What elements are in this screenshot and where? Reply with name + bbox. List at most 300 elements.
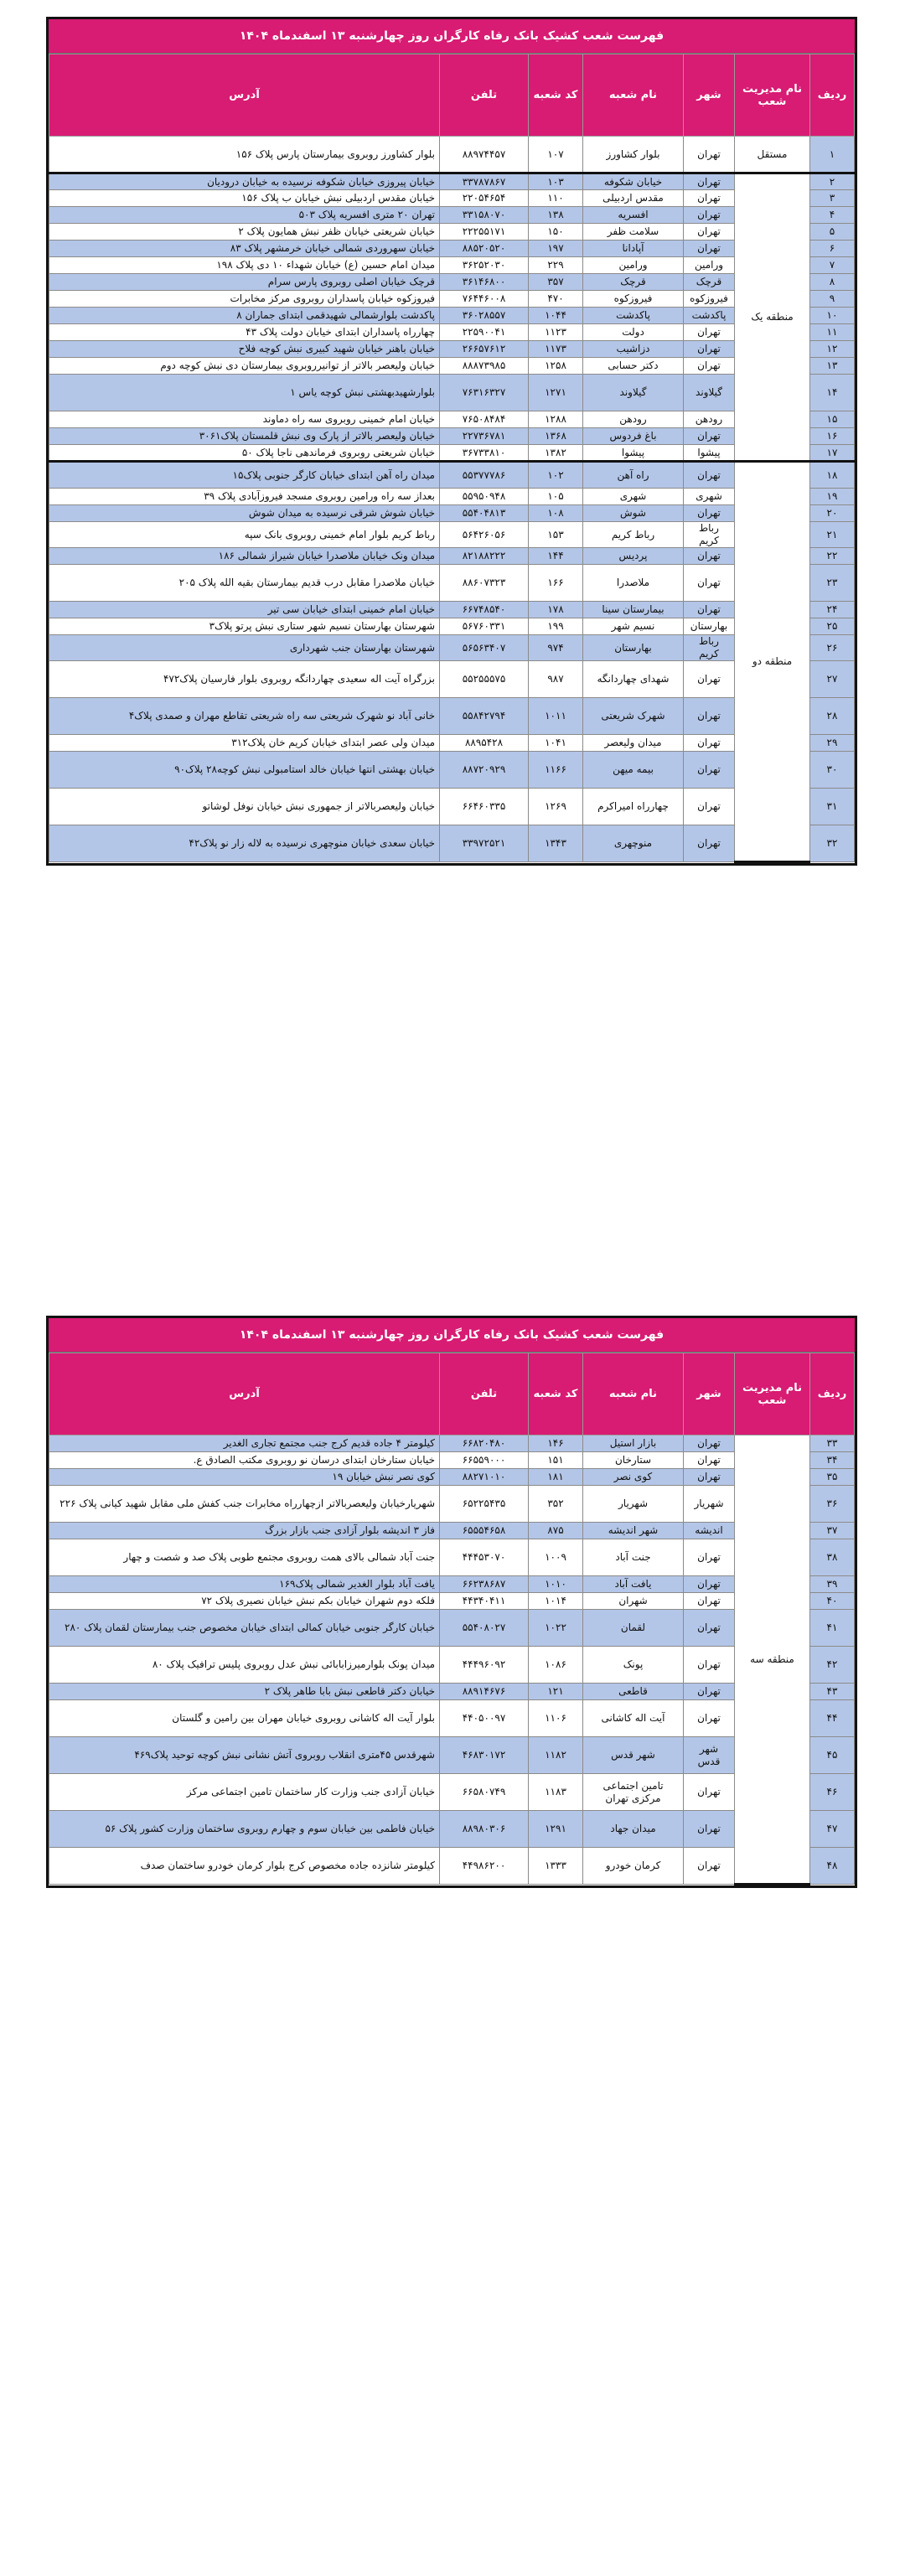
manager-cell: منطقه دو [735, 462, 810, 862]
phone-cell: ۵۵۲۵۵۵۷۵ [440, 661, 529, 698]
address-cell: پاکدشت بلوارشمالی شهیدقمی ابتدای جماران ۸ [49, 308, 440, 324]
table-row [49, 1469, 855, 1486]
phone-cell: ۸۸۷۲۰۹۲۹ [440, 752, 529, 789]
phone-cell: ۵۵۴۰۸۰۲۷ [440, 1610, 529, 1647]
row-number-cell: ۴۷ [810, 1811, 855, 1848]
branch-cell: پردیس [583, 548, 684, 565]
address-cell: خیابان آزادی جنب وزارت کار ساختمان تامین اجتماعی مرکز [49, 1774, 440, 1811]
branch-cell: گیلاوند [583, 375, 684, 411]
header-code: کد شعبه [529, 54, 583, 137]
row-number-cell: ۸ [810, 274, 855, 291]
table-row [49, 1452, 855, 1469]
table-row [49, 618, 855, 635]
city-cell: تهران [684, 735, 735, 752]
table-row [49, 207, 855, 224]
city-cell: تهران [684, 224, 735, 241]
address-cell: فلکه دوم شهران خیابان بکم نبش خیابان نصیری پلاک ۷۲ [49, 1593, 440, 1610]
address-cell: فاز ۳ اندیشه بلوار آزادی جنب بازار بزرگ [49, 1523, 440, 1539]
city-cell: فیروزکوه [684, 291, 735, 308]
table-row [49, 565, 855, 602]
phone-cell: ۷۶۴۴۶۰۰۸ [440, 291, 529, 308]
phone-cell: ۶۵۲۲۵۴۳۵ [440, 1486, 529, 1523]
address-cell: میدان ولی عصر ابتدای خیابان کریم خان پلاک۳۱۲ [49, 735, 440, 752]
code-cell: ۱۸۱ [529, 1469, 583, 1486]
phone-cell: ۵۵۳۷۷۷۸۶ [440, 462, 529, 489]
phone-cell: ۸۸۸۷۳۹۸۵ [440, 358, 529, 375]
city-cell: تهران [684, 1469, 735, 1486]
row-number-cell: ۲۰ [810, 505, 855, 522]
table-row [49, 1848, 855, 1885]
code-cell: ۳۵۲ [529, 1486, 583, 1523]
code-cell: ۴۷۰ [529, 291, 583, 308]
branch-cell: بیمارستان سینا [583, 602, 684, 618]
branch-cell: فیروزکوه [583, 291, 684, 308]
phone-cell: ۵۵۸۴۲۷۹۴ [440, 698, 529, 735]
address-cell: کیلومتر شانزده جاده مخصوص کرج بلوار کرمان خودرو ساختمان صدف [49, 1848, 440, 1885]
row-number-cell: ۱۰ [810, 308, 855, 324]
code-cell: ۱۳۶۸ [529, 428, 583, 445]
row-number-cell: ۲۳ [810, 565, 855, 602]
header-row-number: ردیف [810, 54, 855, 137]
row-number-cell: ۲۷ [810, 661, 855, 698]
row-number-cell: ۱۵ [810, 411, 855, 428]
city-cell: تهران [684, 341, 735, 358]
table-row [49, 1647, 855, 1684]
city-cell: تهران [684, 602, 735, 618]
row-number-cell: ۲۱ [810, 522, 855, 548]
phone-cell: ۵۶۴۲۶۰۵۶ [440, 522, 529, 548]
city-cell: اندیشه [684, 1523, 735, 1539]
city-cell: تهران [684, 752, 735, 789]
phone-cell: ۵۶۷۶۰۳۳۱ [440, 618, 529, 635]
code-cell: ۱۰۱۰ [529, 1576, 583, 1593]
code-cell: ۱۰۷ [529, 137, 583, 173]
phone-cell: ۸۸۲۷۱۰۱۰ [440, 1469, 529, 1486]
header-phone: تلفن [440, 54, 529, 137]
city-cell: تهران [684, 1610, 735, 1647]
branch-cell: پونک [583, 1647, 684, 1684]
address-cell: بزرگراه آیت اله سعیدی چهاردانگه روبروی بلوار فارسیان پلاک۴۷۲ [49, 661, 440, 698]
code-cell: ۱۴۶ [529, 1435, 583, 1452]
branch-cell: رباط کریم [583, 522, 684, 548]
row-number-cell: ۴۳ [810, 1684, 855, 1700]
table-row [49, 324, 855, 341]
header-manager: نام مدیریت شعب [735, 1353, 810, 1435]
branch-cell: دکتر حسابی [583, 358, 684, 375]
address-cell: خیابان فاطمی بین خیابان سوم و چهارم روبروی ساختمان وزارت کشور پلاک ۵۶ [49, 1811, 440, 1848]
address-cell: میدان پونک بلوارمیرزابابائی نبش عدل روبروی پلیس ترافیک پلاک ۸۰ [49, 1647, 440, 1684]
branch-cell: بلوار کشاورز [583, 137, 684, 173]
code-cell: ۱۱۰۶ [529, 1700, 583, 1737]
code-cell: ۳۵۷ [529, 274, 583, 291]
table-row [49, 341, 855, 358]
city-cell: تهران [684, 324, 735, 341]
row-number-cell: ۴۴ [810, 1700, 855, 1737]
code-cell: ۱۰۸ [529, 505, 583, 522]
branch-cell: بهارستان [583, 635, 684, 661]
table-row [49, 358, 855, 375]
code-cell: ۱۱۸۳ [529, 1774, 583, 1811]
phone-cell: ۲۲۲۵۵۱۷۱ [440, 224, 529, 241]
code-cell: ۱۰۲۲ [529, 1610, 583, 1647]
address-cell: شهرستان بهارستان جنب شهرداری [49, 635, 440, 661]
code-cell: ۱۶۶ [529, 565, 583, 602]
address-cell: خیابان سعدی خیابان منوچهری نرسیده به لاله زار نو پلاک۴۲ [49, 825, 440, 862]
row-number-cell: ۳۴ [810, 1452, 855, 1469]
code-cell: ۲۲۹ [529, 257, 583, 274]
code-cell: ۱۴۴ [529, 548, 583, 565]
code-cell: ۱۱۰ [529, 190, 583, 207]
phone-cell: ۴۶۸۳۰۱۷۲ [440, 1737, 529, 1774]
branch-cell: شهدای چهاردانگه [583, 661, 684, 698]
table-row [49, 698, 855, 735]
code-cell: ۱۰۱۱ [529, 698, 583, 735]
phone-cell: ۵۶۵۶۳۴۰۷ [440, 635, 529, 661]
city-cell: تهران [684, 565, 735, 602]
city-cell: رباط کریم [684, 522, 735, 548]
header-phone: تلفن [440, 1353, 529, 1435]
city-cell: تهران [684, 190, 735, 207]
phone-cell: ۳۳۹۷۲۵۲۱ [440, 825, 529, 862]
manager-cell: مستقل [735, 137, 810, 173]
branch-cell: لقمان [583, 1610, 684, 1647]
city-cell: تهران [684, 1811, 735, 1848]
city-cell: تهران [684, 1700, 735, 1737]
branch-cell: کرمان خودرو [583, 1848, 684, 1885]
city-cell: تهران [684, 548, 735, 565]
code-cell: ۱۲۹۱ [529, 1811, 583, 1848]
city-cell: تهران [684, 1539, 735, 1576]
branch-cell: شوش [583, 505, 684, 522]
city-cell: بهارستان [684, 618, 735, 635]
table-row [49, 1486, 855, 1523]
table-row [49, 548, 855, 565]
address-cell: خیابان سهروردی شمالی خیابان خرمشهر پلاک ۸۳ [49, 241, 440, 257]
city-cell: تهران [684, 207, 735, 224]
header-code: کد شعبه [529, 1353, 583, 1435]
city-cell: تهران [684, 173, 735, 190]
phone-cell: ۸۸۹۱۴۶۷۶ [440, 1684, 529, 1700]
branch-cell: بازار استیل [583, 1435, 684, 1452]
branch-cell: شهر قدس [583, 1737, 684, 1774]
phone-cell: ۳۶۲۵۲۰۳۰ [440, 257, 529, 274]
phone-cell: ۶۶۵۸۰۷۴۹ [440, 1774, 529, 1811]
table-row [49, 635, 855, 661]
address-cell: قرچک خیابان اصلی روبروی پارس سرام [49, 274, 440, 291]
header-city: شهر [684, 1353, 735, 1435]
table-row [49, 173, 855, 190]
phone-cell: ۷۶۳۱۶۳۲۷ [440, 375, 529, 411]
phone-cell: ۴۴۰۵۰۰۹۷ [440, 1700, 529, 1737]
row-number-cell: ۲۵ [810, 618, 855, 635]
manager-cell: منطقه یک [735, 173, 810, 462]
phone-cell: ۶۶۲۳۸۶۸۷ [440, 1576, 529, 1593]
table-row [49, 1700, 855, 1737]
header-address: آدرس [49, 1353, 440, 1435]
table-row [49, 308, 855, 324]
row-number-cell: ۲۸ [810, 698, 855, 735]
branch-cell: شهری [583, 489, 684, 505]
table-row [49, 445, 855, 462]
row-number-cell: ۳۰ [810, 752, 855, 789]
branch-cell: شهران [583, 1593, 684, 1610]
branch-cell: راه آهن [583, 462, 684, 489]
address-cell: خیابان امام خمینی ابتدای خیابان سی تیر [49, 602, 440, 618]
address-cell: چهارراه پاسداران ابتدای خیابان دولت پلاک ۴۳ [49, 324, 440, 341]
code-cell: ۹۷۴ [529, 635, 583, 661]
table-row [49, 489, 855, 505]
branch-cell: آپادانا [583, 241, 684, 257]
table-row [49, 602, 855, 618]
row-number-cell: ۶ [810, 241, 855, 257]
code-cell: ۱۰۲ [529, 462, 583, 489]
phone-cell: ۳۶۷۳۳۸۱۰ [440, 445, 529, 462]
row-number-cell: ۴۶ [810, 1774, 855, 1811]
table-row [49, 735, 855, 752]
address-cell: بلوارشهیدبهشتی نبش کوچه یاس ۱ [49, 375, 440, 411]
row-number-cell: ۴۰ [810, 1593, 855, 1610]
address-cell: خیابان باهنر خیابان شهید کبیری نبش کوچه فلاح [49, 341, 440, 358]
branch-cell: پاکدشت [583, 308, 684, 324]
code-cell: ۱۰۴۱ [529, 735, 583, 752]
branch-cell: مقدس اردبیلی [583, 190, 684, 207]
table-row [49, 137, 855, 173]
code-cell: ۱۱۷۳ [529, 341, 583, 358]
address-cell: جنت آباد شمالی بالای همت روبروی مجتمع طوبی پلاک صد و شصت و چهار [49, 1539, 440, 1576]
address-cell: خیابان ولیعصربالاتر از جمهوری نبش خیابان نوفل لوشاتو [49, 789, 440, 825]
city-cell: تهران [684, 241, 735, 257]
address-cell: خیابان شوش شرقی نرسیده به میدان شوش [49, 505, 440, 522]
branch-cell: شهریار [583, 1486, 684, 1523]
table-row [49, 1593, 855, 1610]
code-cell: ۱۰۸۶ [529, 1647, 583, 1684]
code-cell: ۱۱۲۳ [529, 324, 583, 341]
city-cell: قرچک [684, 274, 735, 291]
code-cell: ۱۹۷ [529, 241, 583, 257]
row-number-cell: ۳۲ [810, 825, 855, 862]
row-number-cell: ۱۷ [810, 445, 855, 462]
city-cell: تهران [684, 1576, 735, 1593]
phone-cell: ۸۲۱۸۸۲۲۲ [440, 548, 529, 565]
row-number-cell: ۹ [810, 291, 855, 308]
branch-cell: میدان جهاد [583, 1811, 684, 1848]
phone-cell: ۶۶۸۲۰۴۸۰ [440, 1435, 529, 1452]
branch-cell: آیت اله کاشانی [583, 1700, 684, 1737]
table-row [49, 1435, 855, 1452]
branch-table-1 [46, 17, 857, 866]
branch-cell: قرچک [583, 274, 684, 291]
code-cell: ۱۹۹ [529, 618, 583, 635]
row-number-cell: ۳۶ [810, 1486, 855, 1523]
address-cell: بلوار آیت اله کاشانی روبروی خیابان مهران بین رامین و گلستان [49, 1700, 440, 1737]
row-number-cell: ۲۴ [810, 602, 855, 618]
address-cell: خیابان دکتر قاطعی نبش بابا طاهر پلاک ۲ [49, 1684, 440, 1700]
code-cell: ۱۲۶۹ [529, 789, 583, 825]
table-row [49, 505, 855, 522]
header-manager: نام مدیریت شعب [735, 54, 810, 137]
table-row [49, 241, 855, 257]
branch-cell: چهارراه امیراکرم [583, 789, 684, 825]
city-cell: پاکدشت [684, 308, 735, 324]
table-row [49, 1610, 855, 1647]
branch-cell: باغ فردوس [583, 428, 684, 445]
table-row [49, 190, 855, 207]
code-cell: ۱۰۱۴ [529, 1593, 583, 1610]
city-cell: تهران [684, 137, 735, 173]
row-number-cell: ۳۷ [810, 1523, 855, 1539]
phone-cell: ۶۶۴۶۰۳۳۵ [440, 789, 529, 825]
phone-cell: ۴۴۴۵۳۰۷۰ [440, 1539, 529, 1576]
branch-cell: بیمه میهن [583, 752, 684, 789]
phone-cell: ۳۳۷۸۷۸۶۷ [440, 173, 529, 190]
address-cell: خیابان شریعتی خیابان ظفر نبش همایون پلاک ۲ [49, 224, 440, 241]
row-number-cell: ۱۸ [810, 462, 855, 489]
phone-cell: ۲۲۰۵۴۶۵۴ [440, 190, 529, 207]
code-cell: ۱۰۳ [529, 173, 583, 190]
city-cell: تهران [684, 1848, 735, 1885]
address-cell: شهریارخیابان ولیعصربالاتر ازچهارراه مخابرات جنب کفش ملی مقابل شهید کیانی پلاک ۲۲۶ [49, 1486, 440, 1523]
branch-cell: کوی نصر [583, 1469, 684, 1486]
branch-cell: میدان ولیعصر [583, 735, 684, 752]
code-cell: ۱۳۴۳ [529, 825, 583, 862]
code-cell: ۱۲۷۱ [529, 375, 583, 411]
branch-cell: تامین اجتماعی مرکزی تهران [583, 1774, 684, 1811]
address-cell: فیروزکوه خیابان پاسداران روبروی مرکز مخابرات [49, 291, 440, 308]
address-cell: خانی آباد نو شهرک شریعتی سه راه شریعتی تقاطع مهران و صمدی پلاک۴ [49, 698, 440, 735]
phone-cell: ۸۸۹۷۴۴۵۷ [440, 137, 529, 173]
row-number-cell: ۴ [810, 207, 855, 224]
branch-cell: نسیم شهر [583, 618, 684, 635]
address-cell: تهران ۲۰ متری افسریه پلاک ۵۰۳ [49, 207, 440, 224]
city-cell: شهریار [684, 1486, 735, 1523]
code-cell: ۱۳۸ [529, 207, 583, 224]
code-cell: ۱۵۱ [529, 1452, 583, 1469]
branch-cell: شهرک شریعتی [583, 698, 684, 735]
table-row [49, 1684, 855, 1700]
city-cell: تهران [684, 825, 735, 862]
row-number-cell: ۴۱ [810, 1610, 855, 1647]
city-cell: تهران [684, 789, 735, 825]
header-address: آدرس [49, 54, 440, 137]
header-row-number: ردیف [810, 1353, 855, 1435]
city-cell: تهران [684, 462, 735, 489]
phone-cell: ۲۶۶۵۷۶۱۲ [440, 341, 529, 358]
address-cell: کیلومتر ۴ جاده قدیم کرج جنب مجتمع تجاری الغدیر [49, 1435, 440, 1452]
phone-cell: ۳۳۱۵۸۰۷۰ [440, 207, 529, 224]
city-cell: تهران [684, 1684, 735, 1700]
city-cell: تهران [684, 428, 735, 445]
table-row [49, 1774, 855, 1811]
city-cell: تهران [684, 698, 735, 735]
table-row [49, 522, 855, 548]
code-cell: ۱۵۳ [529, 522, 583, 548]
row-number-cell: ۱۱ [810, 324, 855, 341]
city-cell: تهران [684, 661, 735, 698]
address-cell: خیابان ستارخان ابتدای درسان نو روبروی مکتب الصادق ع. [49, 1452, 440, 1469]
branch-cell: شهر اندیشه [583, 1523, 684, 1539]
table-row [49, 1811, 855, 1848]
code-cell: ۱۱۶۶ [529, 752, 583, 789]
branch-cell: سلامت ظفر [583, 224, 684, 241]
table-row [49, 428, 855, 445]
table-row [49, 825, 855, 862]
table-row [49, 789, 855, 825]
row-number-cell: ۳۸ [810, 1539, 855, 1576]
address-cell: خیابان بهشتی انتها خیابان خالد استامبولی نبش کوچه۲۸ پلاک۹۰ [49, 752, 440, 789]
address-cell: شهرقدس ۴۵متری انقلاب روبروی آتش نشانی نبش کوچه توحید پلاک۴۶۹ [49, 1737, 440, 1774]
address-cell: خیابان مقدس اردبیلی نبش خیابان ب پلاک ۱۵۶ [49, 190, 440, 207]
header-city: شهر [684, 54, 735, 137]
row-number-cell: ۲ [810, 173, 855, 190]
code-cell: ۱۲۱ [529, 1684, 583, 1700]
table-title: فهرست شعب کشیک بانک رفاه کارگران روز چهارشنبه ۱۳ اسفندماه ۱۴۰۴ [49, 19, 855, 54]
address-cell: شهرستان بهارستان نسیم شهر ستاری نبش پرتو پلاک۳ [49, 618, 440, 635]
table-row [49, 752, 855, 789]
row-number-cell: ۷ [810, 257, 855, 274]
row-number-cell: ۴۸ [810, 1848, 855, 1885]
address-cell: بعداز سه راه ورامین روبروی مسجد فیروزآبادی پلاک ۳۹ [49, 489, 440, 505]
phone-cell: ۸۸۶۰۷۳۲۳ [440, 565, 529, 602]
table-title: فهرست شعب کشیک بانک رفاه کارگران روز چهارشنبه ۱۳ اسفندماه ۱۴۰۴ [49, 1318, 855, 1353]
city-cell: تهران [684, 1647, 735, 1684]
table-row [49, 224, 855, 241]
row-number-cell: ۳۹ [810, 1576, 855, 1593]
row-number-cell: ۴۵ [810, 1737, 855, 1774]
phone-cell: ۶۶۷۴۸۵۴۰ [440, 602, 529, 618]
table-row [49, 1539, 855, 1576]
address-cell: خیابان کارگر جنوبی خیابان کمالی ابتدای خیابان مخصوص جنب بیمارستان لقمان پلاک ۲۸۰ [49, 1610, 440, 1647]
phone-cell: ۶۵۵۵۴۶۵۸ [440, 1523, 529, 1539]
table-row [49, 411, 855, 428]
code-cell: ۹۸۷ [529, 661, 583, 698]
row-number-cell: ۱۴ [810, 375, 855, 411]
code-cell: ۱۰۵ [529, 489, 583, 505]
address-cell: بلوار کشاورز روبروی بیمارستان پارس پلاک ۱۵۶ [49, 137, 440, 173]
branch-cell: ملاصدرا [583, 565, 684, 602]
branch-cell: منوچهری [583, 825, 684, 862]
phone-cell: ۴۴۹۸۶۲۰۰ [440, 1848, 529, 1885]
row-number-cell: ۳۳ [810, 1435, 855, 1452]
phone-cell: ۴۴۳۴۰۴۱۱ [440, 1593, 529, 1610]
branch-cell: ورامین [583, 257, 684, 274]
city-cell: رودهن [684, 411, 735, 428]
branch-cell: رودهن [583, 411, 684, 428]
branch-table-2 [46, 1316, 857, 1888]
city-cell: پیشوا [684, 445, 735, 462]
branch-cell: قاطعی [583, 1684, 684, 1700]
row-number-cell: ۳ [810, 190, 855, 207]
address-cell: میدان راه آهن ابتدای خیابان کارگر جنوبی پلاک۱۵ [49, 462, 440, 489]
code-cell: ۸۷۵ [529, 1523, 583, 1539]
address-cell: خیابان پیروزی خیابان شکوفه نرسیده به خیابان درودیان [49, 173, 440, 190]
address-cell: یافت آباد بلوار الغدیر شمالی پلاک۱۶۹ [49, 1576, 440, 1593]
city-cell: تهران [684, 1452, 735, 1469]
city-cell: شهر قدس [684, 1737, 735, 1774]
branch-cell: دزاشیب [583, 341, 684, 358]
table-row [49, 462, 855, 489]
city-cell: تهران [684, 1593, 735, 1610]
table-row [49, 274, 855, 291]
phone-cell: ۵۵۹۵۰۹۴۸ [440, 489, 529, 505]
branch-cell: افسریه [583, 207, 684, 224]
phone-cell: ۷۶۵۰۸۴۸۴ [440, 411, 529, 428]
row-number-cell: ۲۲ [810, 548, 855, 565]
table-row [49, 291, 855, 308]
phone-cell: ۳۶۱۴۶۸۰۰ [440, 274, 529, 291]
address-cell: رباط کریم بلوار امام خمینی روبروی بانک سپه [49, 522, 440, 548]
code-cell: ۱۲۵۸ [529, 358, 583, 375]
code-cell: ۱۰۰۹ [529, 1539, 583, 1576]
